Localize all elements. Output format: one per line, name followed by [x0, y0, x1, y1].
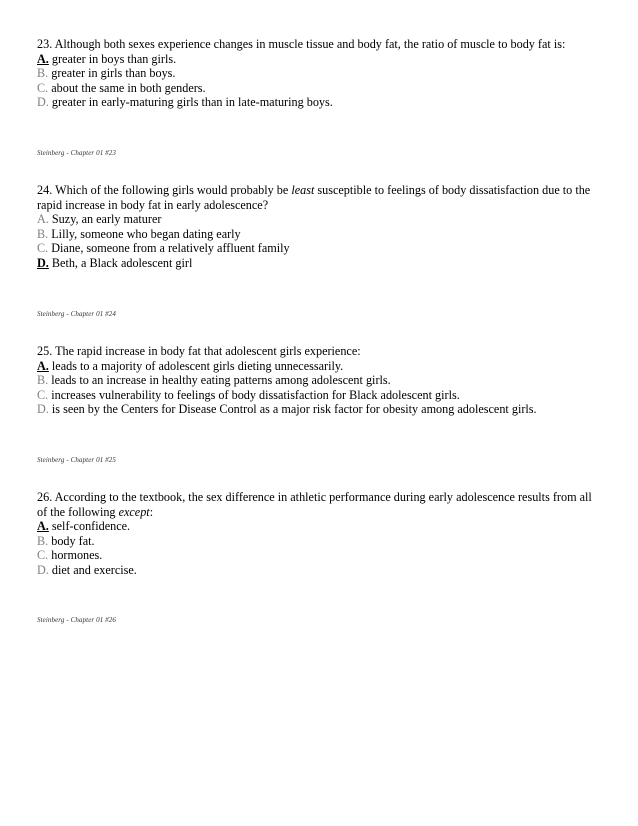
option-letter: D. — [37, 255, 49, 270]
option-d — [37, 563, 602, 578]
option-a — [37, 359, 602, 374]
option-letter: B. — [37, 373, 49, 388]
option-letter: C. — [37, 548, 49, 563]
option-c — [37, 241, 602, 256]
source-citation: Steinberg - Chapter 01 #24 — [37, 310, 116, 318]
question-number: 26. — [37, 490, 53, 504]
question-26 — [37, 490, 602, 578]
option-b — [37, 534, 602, 549]
source-citation: Steinberg - Chapter 01 #23 — [37, 149, 116, 157]
option-letter: C. — [37, 241, 49, 256]
option-text: Lilly, someone who began dating early — [51, 226, 241, 241]
option-b — [37, 227, 602, 242]
option-text: leads to an increase in healthy eating patterns among adolescent girls. — [51, 373, 391, 388]
option-text: body fat. — [51, 533, 95, 548]
question-stem: The rapid increase in body fat that adolescent girls experience: — [55, 344, 361, 358]
option-letter: A. — [37, 358, 49, 373]
option-text: is seen by the Centers for Disease Control as a major risk factor for obesity among adolescent girls. — [51, 402, 537, 417]
option-d — [37, 256, 602, 271]
option-text: about the same in both genders. — [51, 80, 206, 95]
option-letter: C. — [37, 387, 49, 402]
question-text — [37, 344, 602, 359]
option-letter: D. — [37, 402, 49, 417]
option-letter: D. — [37, 562, 49, 577]
option-text: greater in girls than boys. — [51, 66, 176, 81]
option-text: Beth, a Black adolescent girl — [51, 255, 193, 270]
question-text — [37, 490, 602, 519]
option-text: hormones. — [51, 548, 103, 563]
question-stem-end: susceptible to feelings of body dissatisfaction due to the rapid increase in body fat in early adolescence? — [37, 183, 591, 212]
option-letter: A. — [37, 212, 49, 227]
option-d — [37, 95, 602, 110]
option-text: diet and exercise. — [51, 562, 137, 577]
option-c — [37, 548, 602, 563]
option-c — [37, 81, 602, 96]
option-letter: B. — [37, 533, 49, 548]
emphasis-word: least — [291, 183, 315, 197]
question-23 — [37, 37, 602, 110]
option-letter: D. — [37, 95, 49, 110]
emphasis-word: except — [118, 504, 150, 519]
option-letter: A. — [37, 519, 49, 534]
option-text: greater in early-maturing girls than in late-maturing boys. — [51, 95, 333, 110]
question-text — [37, 183, 602, 212]
option-a — [37, 519, 602, 534]
option-d — [37, 402, 602, 417]
source-citation: Steinberg - Chapter 01 #25 — [37, 456, 116, 464]
question-24 — [37, 183, 602, 271]
option-letter: B. — [37, 226, 49, 241]
option-a — [37, 212, 602, 227]
question-stem: Although both sexes experience changes in muscle tissue and body fat, the ratio of muscle to body fat is: — [54, 37, 566, 51]
question-number: 25. — [37, 344, 53, 358]
option-text: self-confidence. — [51, 519, 131, 534]
option-letter: C. — [37, 80, 49, 95]
option-text: Suzy, an early maturer — [51, 212, 162, 227]
source-citation: Steinberg - Chapter 01 #26 — [37, 616, 116, 624]
option-c — [37, 388, 602, 403]
option-a — [37, 52, 602, 67]
option-letter: B. — [37, 66, 49, 81]
question-25 — [37, 344, 602, 417]
question-stem: According to the textbook, the sex difference in athletic performance during early adolescence results from all of the following — [37, 490, 592, 519]
option-letter: A. — [37, 51, 49, 66]
option-text: leads to a majority of adolescent girls dieting unnecessarily. — [51, 358, 344, 373]
option-b — [37, 373, 602, 388]
question-stem: Which of the following girls would probably be — [55, 183, 292, 197]
option-text: greater in boys than girls. — [51, 51, 177, 66]
question-number: 24. — [37, 183, 53, 197]
question-text — [37, 37, 602, 52]
option-text: Diane, someone from a relatively affluent family — [51, 241, 290, 256]
question-stem-end: : — [149, 504, 154, 519]
option-text: increases vulnerability to feelings of body dissatisfaction for Black adolescent girls. — [51, 387, 460, 402]
option-b — [37, 66, 602, 81]
question-number: 23. — [37, 37, 53, 51]
